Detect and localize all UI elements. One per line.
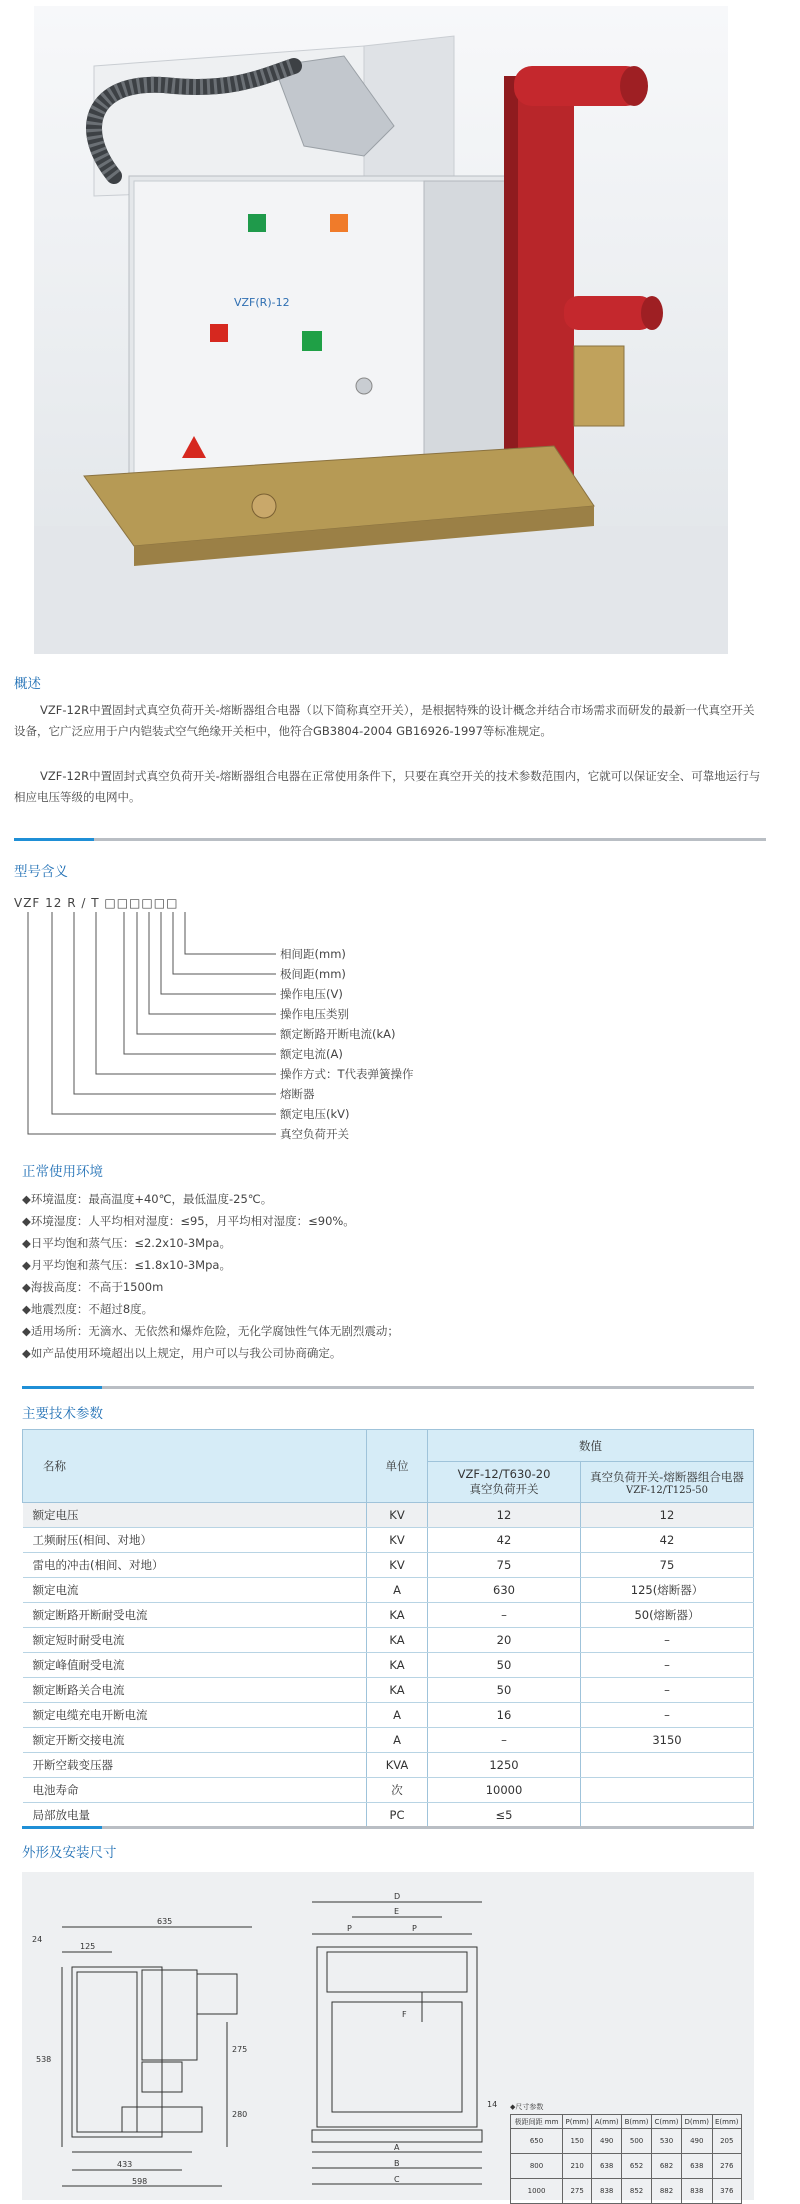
cell-unit: KVA <box>367 1753 428 1778</box>
side-height-dim: 538 <box>36 2055 52 2064</box>
front-dim-f: F <box>402 2010 407 2019</box>
table-row <box>23 1678 754 1703</box>
legend-item: 极间距(mm) <box>280 967 346 981</box>
col-value1-header <box>428 1462 581 1503</box>
table-row <box>23 1728 754 1753</box>
legend-item: 操作电压(V) <box>280 987 343 1001</box>
side-h1-dim: 275 <box>232 2045 248 2054</box>
environment-item: ◆环境湿度：人平均相对湿度：≤95，月平均相对湿度：≤90%。 <box>22 1214 355 1228</box>
cell-value1: 12 <box>428 1503 581 1528</box>
cell-name: 局部放电量 <box>23 1803 367 1828</box>
table-row <box>23 1503 754 1528</box>
legend-item: 操作方式：T代表弹簧操作 <box>280 1067 414 1081</box>
cell-unit: KV <box>367 1503 428 1528</box>
cell-name: 额定电缆充电开断电流 <box>23 1703 367 1728</box>
size-table-header: B(mm) <box>622 2115 652 2129</box>
front-dim-p2: P <box>412 1924 417 1933</box>
cell-value1: 50 <box>428 1653 581 1678</box>
environment-item: ◆日平均饱和蒸气压：≤2.2x10-3Mpa。 <box>22 1236 231 1250</box>
params-table <box>22 1429 754 1828</box>
cell-value1: 16 <box>428 1703 581 1728</box>
cell-value2: 50(熔断器） <box>581 1603 754 1628</box>
legend-item: 额定断路开断电流(kA) <box>280 1027 396 1041</box>
size-cell: 838 <box>592 2179 622 2204</box>
size-cell: 882 <box>652 2179 682 2204</box>
cell-unit: A <box>367 1578 428 1603</box>
size-cell: 838 <box>681 2179 712 2204</box>
size-cell: 205 <box>712 2129 741 2154</box>
size-cell: 852 <box>622 2179 652 2204</box>
cell-name: 额定断路关合电流 <box>23 1678 367 1703</box>
col2-line2: VZF-12/T125-50 <box>626 1484 708 1496</box>
cell-name: 额定开断交接电流 <box>23 1728 367 1753</box>
cell-value1: – <box>428 1603 581 1628</box>
front-dim-d: D <box>394 1892 401 1901</box>
cell-name: 电池寿命 <box>23 1778 367 1803</box>
cell-unit: KA <box>367 1678 428 1703</box>
size-table-header: 极距间距 mm <box>511 2115 563 2129</box>
cell-value2: 42 <box>581 1528 754 1553</box>
table-row <box>23 1703 754 1728</box>
col1-line1: VZF-12/T630-20 <box>457 1467 551 1481</box>
cell-name: 开断空载变压器 <box>23 1753 367 1778</box>
cell-value1: 1250 <box>428 1753 581 1778</box>
size-table-header: E(mm) <box>712 2115 741 2129</box>
table-row <box>23 1628 754 1653</box>
cell-unit: KV <box>367 1528 428 1553</box>
cell-value2 <box>581 1803 754 1828</box>
col2-line1: 真空负荷开关-熔断器组合电器 <box>590 1469 744 1484</box>
front-dim-c: C <box>394 2175 400 2184</box>
cell-name: 额定电压 <box>23 1503 367 1528</box>
legend-item: 额定电压(kV) <box>280 1107 350 1121</box>
cell-value1: 75 <box>428 1553 581 1578</box>
legend-item: 额定电流(A) <box>280 1047 343 1061</box>
table-row <box>23 1528 754 1553</box>
environment-item: ◆月平均饱和蒸气压：≤1.8x10-3Mpa。 <box>22 1258 231 1272</box>
col1-line2: 真空负荷开关 <box>469 1482 539 1496</box>
section-divider <box>14 838 766 841</box>
environment-item: ◆环境温度：最高温度+40℃，最低温度-25℃。 <box>22 1192 273 1206</box>
size-cell: 650 <box>511 2129 563 2154</box>
front-dim-e: E <box>394 1907 400 1916</box>
overview-paragraph-1: VZF-12R中置固封式真空负荷开关-熔断器组合电器（以下简称真空开关），是根据特殊的设计概念并结合市场需求而研发的最新一代真空开关设备，它广泛应用于户内铠装式空气绝缘开关柜中，他符合GB3804-2004 GB16926-1997等标准规定。 <box>14 703 755 738</box>
cell-value2: 75 <box>581 1553 754 1578</box>
cell-value1: 42 <box>428 1528 581 1553</box>
panel-model-label: VZF(R)-12 <box>234 296 290 309</box>
breaker-illustration <box>34 6 728 654</box>
size-table <box>510 2114 742 2204</box>
legend-item: 真空负荷开关 <box>280 1127 349 1141</box>
environment-title: 正常使用环境 <box>22 1164 103 1180</box>
params-title: 主要技术参数 <box>22 1406 103 1422</box>
col-unit-header: 单位 <box>367 1430 428 1503</box>
cell-unit: PC <box>367 1803 428 1828</box>
cell-value1: 630 <box>428 1578 581 1603</box>
table-row <box>23 1653 754 1678</box>
environment-item: ◆如产品使用环境超出以上规定，用户可以与我公司协商确定。 <box>22 1346 342 1360</box>
side-bottom1-dim: 433 <box>117 2160 133 2169</box>
size-cell: 682 <box>652 2154 682 2179</box>
cell-unit: A <box>367 1728 428 1753</box>
side-top-dim: 635 <box>157 1917 173 1926</box>
size-cell: 800 <box>511 2154 563 2179</box>
table-row <box>23 1778 754 1803</box>
cell-value2: – <box>581 1653 754 1678</box>
size-cell: 638 <box>592 2154 622 2179</box>
size-cell: 530 <box>652 2129 682 2154</box>
section-divider <box>22 1386 754 1389</box>
size-cell: 500 <box>622 2129 652 2154</box>
overview-title: 概述 <box>14 676 41 692</box>
size-cell: 150 <box>563 2129 592 2154</box>
size-cell: 276 <box>712 2154 741 2179</box>
cell-name: 雷电的冲击(相间、对地） <box>23 1553 367 1578</box>
col-name-header: 名称 <box>23 1430 367 1503</box>
col-value2-header <box>581 1462 754 1503</box>
cell-unit: KA <box>367 1603 428 1628</box>
cell-name: 额定峰值耐受电流 <box>23 1653 367 1678</box>
size-table-header: P(mm) <box>563 2115 592 2129</box>
cell-value1: 10000 <box>428 1778 581 1803</box>
cell-value2 <box>581 1753 754 1778</box>
legend-item: 相间距(mm) <box>280 947 346 961</box>
side-top-small-dim: 125 <box>80 1942 96 1951</box>
size-cell: 490 <box>592 2129 622 2154</box>
size-cell: 275 <box>563 2179 592 2204</box>
cell-name: 额定电流 <box>23 1578 367 1603</box>
side-left-small-dim: 24 <box>32 1935 43 1944</box>
cell-value2: – <box>581 1678 754 1703</box>
size-cell: 652 <box>622 2154 652 2179</box>
cell-value1: – <box>428 1728 581 1753</box>
size-cell: 376 <box>712 2179 741 2204</box>
front-dim-14: 14 <box>487 2100 498 2109</box>
cell-unit: KA <box>367 1628 428 1653</box>
dimensions-title: 外形及安装尺寸 <box>22 1845 117 1861</box>
cell-value2: – <box>581 1628 754 1653</box>
front-view-drawing <box>292 1872 522 2200</box>
cell-value1: 50 <box>428 1678 581 1703</box>
cell-name: 额定短时耐受电流 <box>23 1628 367 1653</box>
cell-name: 工频耐压(相间、对地） <box>23 1528 367 1553</box>
cell-value1: 20 <box>428 1628 581 1653</box>
size-cell: 490 <box>681 2129 712 2154</box>
table-row <box>23 1803 754 1828</box>
product-photo <box>34 6 728 654</box>
cell-unit: A <box>367 1703 428 1728</box>
environment-item: ◆适用场所：无滴水、无依然和爆炸危险，无化学腐蚀性气体无剧烈震动； <box>22 1324 399 1338</box>
col-values-header: 数值 <box>428 1430 754 1462</box>
size-table-header: D(mm) <box>681 2115 712 2129</box>
cell-value2: 125(熔断器） <box>581 1578 754 1603</box>
cell-unit: KA <box>367 1653 428 1678</box>
environment-item: ◆海拔高度：不高于1500m <box>22 1280 164 1294</box>
cell-value1: ≤5 <box>428 1803 581 1828</box>
side-view-drawing <box>22 1872 282 2200</box>
cell-value2: 3150 <box>581 1728 754 1753</box>
environment-item: ◆地震烈度：不超过8度。 <box>22 1302 154 1316</box>
overview-paragraph-2: VZF-12R中置固封式真空负荷开关-熔断器组合电器在正常使用条件下，只要在真空开关的技术参数范围内，它就可以保证安全、可靠地运行与相应电压等级的电网中。 <box>14 769 761 804</box>
section-divider <box>22 1826 754 1829</box>
cell-unit: 次 <box>367 1778 428 1803</box>
cell-value2: 12 <box>581 1503 754 1528</box>
side-h2-dim: 280 <box>232 2110 248 2119</box>
table-row <box>23 1603 754 1628</box>
size-table-header: C(mm) <box>652 2115 682 2129</box>
legend-item: 操作电压类别 <box>280 1007 349 1021</box>
table-row <box>23 1578 754 1603</box>
cell-name: 额定断路开断耐受电流 <box>23 1603 367 1628</box>
size-table-header: A(mm) <box>592 2115 622 2129</box>
front-dim-b: B <box>394 2159 400 2168</box>
table-row <box>23 1553 754 1578</box>
front-dim-a: A <box>394 2143 400 2152</box>
size-cell: 638 <box>681 2154 712 2179</box>
table-row <box>23 1753 754 1778</box>
model-code: VZF 12 R / T □□□□□□ <box>14 896 179 910</box>
size-cell: 1000 <box>511 2179 563 2204</box>
legend-item: 熔断器 <box>280 1087 315 1101</box>
model-meaning-title: 型号含义 <box>14 864 68 880</box>
side-bottom2-dim: 598 <box>132 2177 148 2186</box>
cell-value2 <box>581 1778 754 1803</box>
dimension-drawing-area <box>22 1872 754 2200</box>
size-cell: 210 <box>563 2154 592 2179</box>
front-dim-p: P <box>347 1924 352 1933</box>
cell-value2: – <box>581 1703 754 1728</box>
cell-unit: KV <box>367 1553 428 1578</box>
size-table-title: ◆尺寸参数 <box>510 2103 544 2111</box>
